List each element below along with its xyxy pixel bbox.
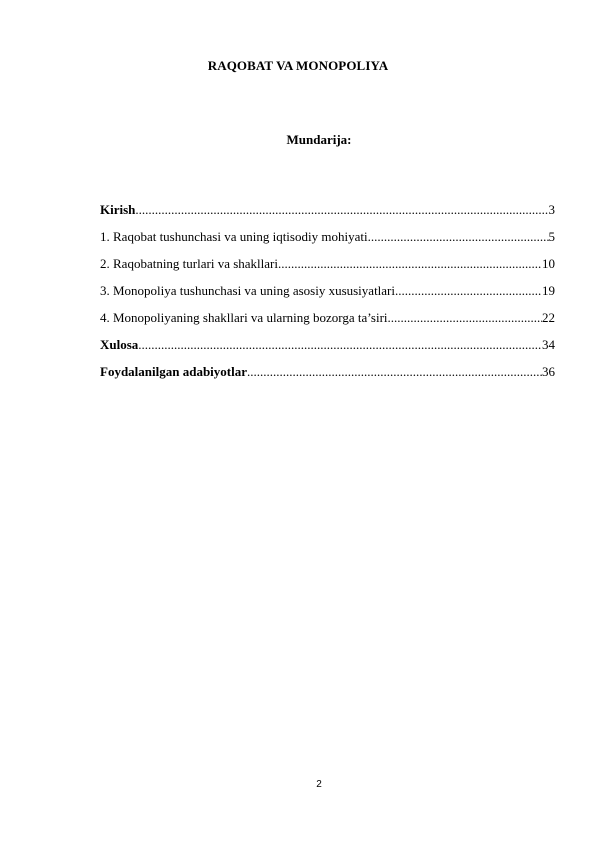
page-number: 2: [316, 779, 322, 790]
toc-entry-page: 10: [542, 256, 555, 271]
toc-entry-page: 3: [548, 202, 555, 217]
toc-entry-label: Kirish: [100, 202, 136, 217]
toc-entry-page: 36: [542, 364, 555, 379]
document-title: RAQOBAT VA MONOPOLIYA: [207, 58, 389, 73]
toc-leader-dots: [135, 201, 548, 219]
toc-entry-chapter-3[interactable]: [100, 282, 555, 309]
toc-entry-chapter-1[interactable]: [100, 228, 555, 255]
toc-entry-page: 34: [542, 337, 555, 352]
toc-leader-dots: [368, 228, 549, 246]
toc-entry-page: 19: [542, 283, 555, 298]
toc-entry-label: 3. Monopoliya tushunchasi va uning asosiy xususiyatlari: [100, 283, 396, 298]
toc-entry-page: 22: [542, 310, 555, 325]
toc-entry-page: 5: [548, 229, 555, 244]
toc-entry-references[interactable]: [100, 363, 555, 390]
toc-leader-dots: [138, 336, 542, 354]
toc-entry-label: 1. Raqobat tushunchasi va uning iqtisodiy mohiyati: [100, 229, 368, 244]
toc-entry-label: 2. Raqobatning turlari va shakllari: [100, 256, 278, 271]
toc-heading: Mundarija:: [286, 132, 352, 147]
toc-entry-chapter-2[interactable]: [100, 255, 555, 282]
toc-entry-label: Xulosa: [100, 337, 139, 352]
toc-leader-dots: [278, 255, 542, 273]
toc-leader-dots: [388, 309, 542, 327]
table-of-contents: [100, 201, 555, 390]
toc-leader-dots: [395, 282, 542, 300]
toc-entry-introduction[interactable]: [100, 201, 555, 228]
toc-leader-dots: [247, 363, 542, 381]
toc-entry-chapter-4[interactable]: [100, 309, 555, 336]
toc-entry-conclusion[interactable]: [100, 336, 555, 363]
toc-entry-label: 4. Monopoliyaning shakllari va ularning bozorga ta’siri: [100, 310, 388, 325]
toc-entry-label: Foydalanilgan adabiyotlar: [100, 364, 247, 379]
